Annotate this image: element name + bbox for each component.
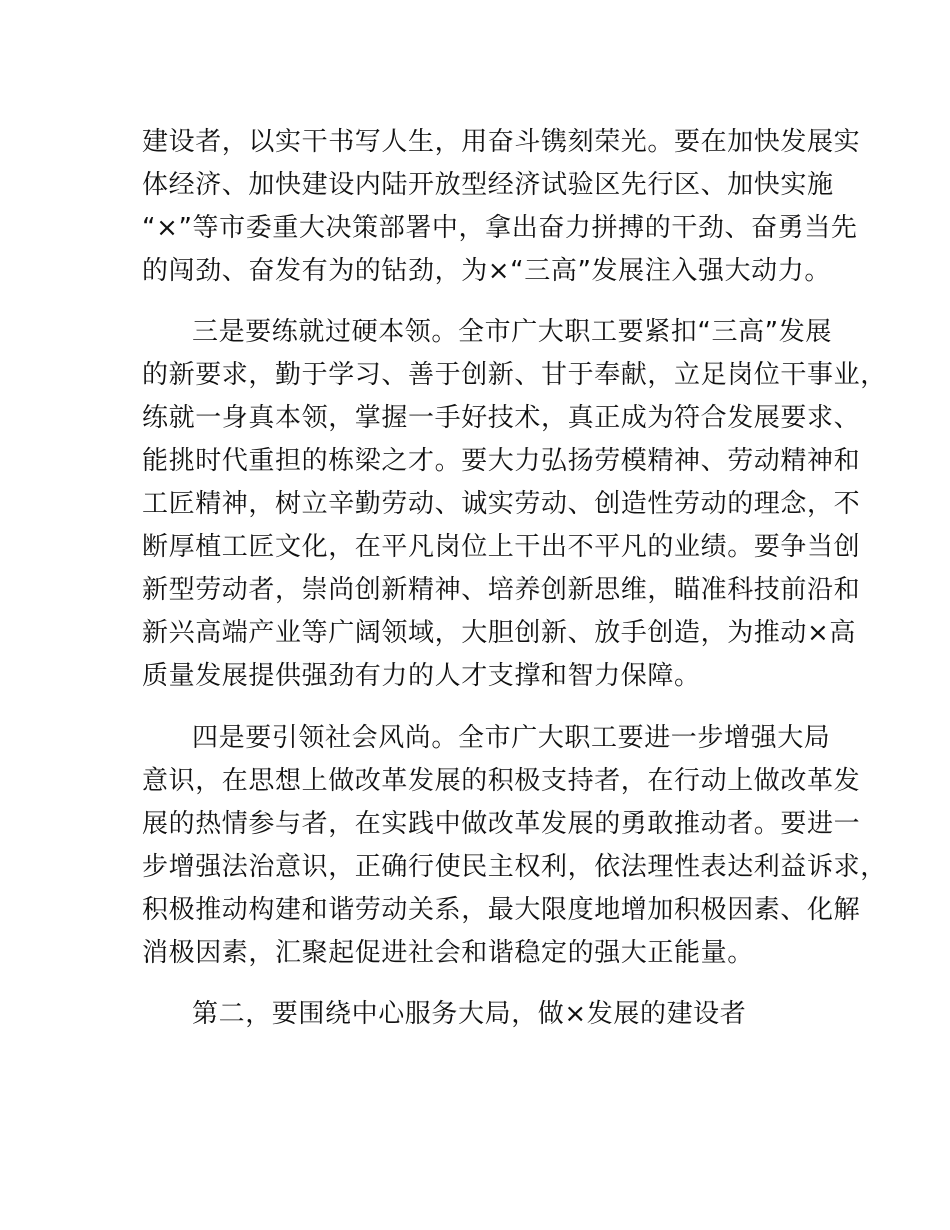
text-line: 工匠精神，树立辛勤劳动、诚实劳动、创造性劳动的理念，不 (142, 489, 861, 519)
text-line: 四是要引领社会风尚。全市广大职工要进一步增强大局 (192, 723, 831, 753)
text-line: 展的热情参与者，在实践中做改革发展的勇敢推动者。要进一 (142, 809, 861, 839)
text-line: 新型劳动者，崇尚创新精神、培养创新思维，瞄准科技前沿和 (142, 575, 861, 605)
text-line: 的新要求，勤于学习、善于创新、甘于奉献，立足岗位干事业， (142, 360, 887, 390)
text-line: 意识，在思想上做改革发展的积极支持者，在行动上做改革发 (142, 766, 861, 796)
text-line: 的闯劲、奋发有为的钻劲，为×“三高”发展注入强大动力。 (142, 256, 831, 286)
text-line: 新兴高端产业等广阔领域，大胆创新、放手创造，为推动×高 (142, 618, 856, 648)
text-line: 建设者，以实干书写人生，用奋斗镌刻荣光。要在加快发展实 (142, 127, 861, 157)
text-line: 三是要练就过硬本领。全市广大职工要紧扣“三高”发展 (192, 317, 832, 347)
text-line: 第二，要围绕中心服务大局，做×发展的建设者 (192, 999, 747, 1029)
text-line: 练就一身真本领，掌握一手好技术，真正成为符合发展要求、 (142, 403, 861, 433)
text-line: 积极推动构建和谐劳动关系，最大限度地增加积极因素、化解 (142, 895, 861, 925)
text-line: 断厚植工匠文化，在平凡岗位上干出不平凡的业绩。要争当创 (142, 532, 861, 562)
text-line: 质量发展提供强劲有力的人才支撑和智力保障。 (142, 661, 701, 691)
text-line: “×”等市委重大决策部署中，拿出奋力拼搏的干劲、奋勇当先 (142, 213, 858, 243)
text-line: 能挑时代重担的栋梁之才。要大力弘扬劳模精神、劳动精神和 (142, 446, 861, 476)
text-line: 体经济、加快建设内陆开放型经济试验区先行区、加快实施 (142, 170, 834, 200)
text-line: 步增强法治意识，正确行使民主权利，依法理性表达利益诉求， (142, 852, 887, 882)
text-line: 消极因素，汇聚起促进社会和谐稳定的强大正能量。 (142, 938, 754, 968)
